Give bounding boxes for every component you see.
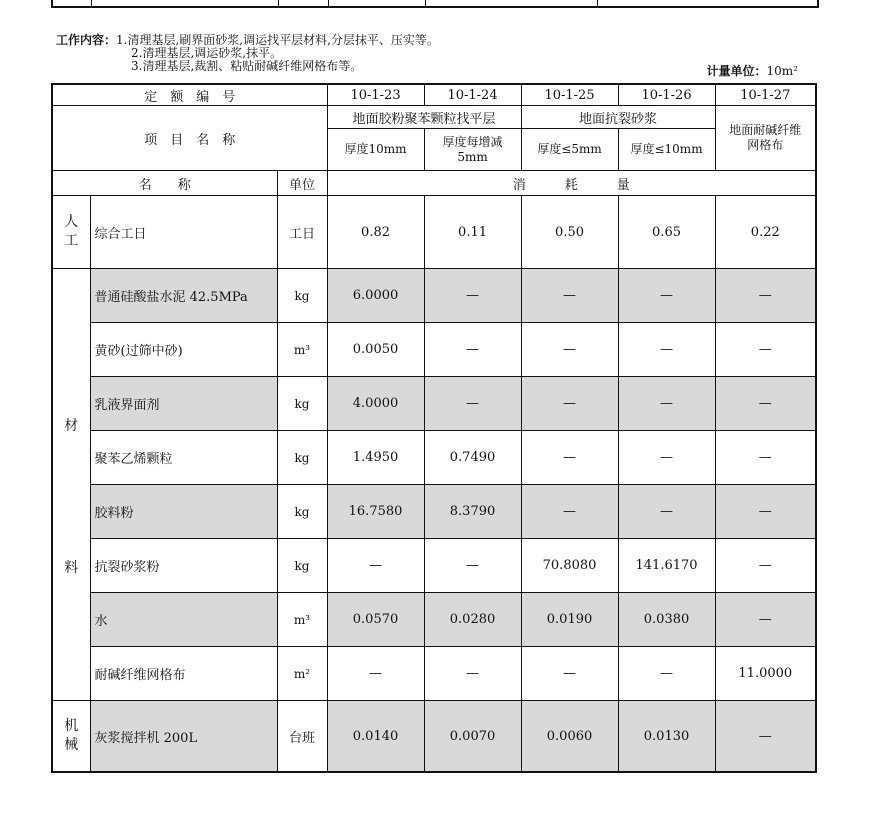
value-cell: — — [618, 647, 715, 701]
value-cell: 0.0570 — [327, 593, 424, 647]
unit-label: 计量单位： — [706, 64, 767, 78]
value-cell: 0.0130 — [618, 701, 715, 773]
value-cell: 11.0000 — [715, 647, 816, 701]
value-cell: 0.0140 — [327, 701, 424, 773]
work-item-1: 1.清理基层,刷界面砂浆,调运找平层材料,分层抹平、压实等。 — [116, 33, 439, 47]
measurement-unit — [707, 62, 798, 79]
materials-section — [52, 269, 816, 701]
material-row — [52, 539, 816, 593]
value-cell: — — [715, 539, 816, 593]
value-cell: — — [327, 539, 424, 593]
value-cell: — — [521, 485, 618, 539]
code-cell: 10-1-23 — [327, 84, 424, 106]
item-name: 乳液界面剂 — [90, 377, 277, 431]
subhead: 厚度≤5mm — [521, 129, 618, 171]
value-cell: — — [327, 647, 424, 701]
item-unit: kg — [277, 485, 327, 539]
work-item-2: 2.清理基层,调运砂浆,抹平。 — [131, 46, 283, 60]
value-cell: — — [715, 377, 816, 431]
material-row — [52, 647, 816, 701]
value-cell: 0.0380 — [618, 593, 715, 647]
item-unit: kg — [277, 269, 327, 323]
subhead: 厚度≤10mm — [618, 129, 715, 171]
item-unit: kg — [277, 377, 327, 431]
value-cell: — — [715, 593, 816, 647]
subhead: 厚度10mm — [327, 129, 424, 171]
project-name-label: 项 目 名 称 — [52, 106, 327, 171]
previous-table-fragment — [51, 0, 819, 8]
unit-value: 10m² — [766, 64, 798, 78]
item-unit: 台班 — [277, 701, 327, 773]
work-content-label: 工作内容： — [56, 33, 117, 47]
item-unit: m² — [277, 647, 327, 701]
value-cell: 0.7490 — [424, 431, 521, 485]
item-name: 聚苯乙烯颗粒 — [90, 431, 277, 485]
value-cell: 70.8080 — [521, 539, 618, 593]
value-cell: — — [618, 485, 715, 539]
group-header: 地面抗裂砂浆 — [521, 106, 715, 129]
value-cell: — — [715, 485, 816, 539]
value-cell: — — [521, 269, 618, 323]
work-item-3: 3.清理基层,裁割、粘贴耐碱纤维网格布等。 — [131, 59, 363, 73]
material-row — [52, 269, 816, 323]
category-material-label-bottom: 料 — [64, 560, 79, 576]
value-cell: 141.6170 — [618, 539, 715, 593]
item-unit: 工日 — [277, 196, 327, 269]
item-name: 抗裂砂浆粉 — [90, 539, 277, 593]
value-cell: 6.0000 — [327, 269, 424, 323]
value-cell: 0.50 — [521, 196, 618, 269]
material-row — [52, 323, 816, 377]
labor-row — [52, 196, 816, 269]
value-cell: 4.0000 — [327, 377, 424, 431]
item-name: 黄砂(过筛中砂) — [90, 323, 277, 377]
value-cell: 0.22 — [715, 196, 816, 269]
code-cell: 10-1-24 — [424, 84, 521, 106]
value-cell: 16.7580 — [327, 485, 424, 539]
category-material-label-top: 材 — [64, 418, 79, 434]
material-row — [52, 431, 816, 485]
category-labor — [52, 196, 90, 269]
item-unit: m³ — [277, 323, 327, 377]
machine-row — [52, 701, 816, 773]
value-cell: 0.0070 — [424, 701, 521, 773]
unit-header: 单位 — [277, 171, 327, 196]
material-row — [52, 593, 816, 647]
code-cell: 10-1-26 — [618, 84, 715, 106]
code-cell: 10-1-27 — [715, 84, 816, 106]
value-cell: 0.0190 — [521, 593, 618, 647]
value-cell: — — [521, 647, 618, 701]
value-cell: — — [424, 269, 521, 323]
item-unit: kg — [277, 431, 327, 485]
name-header-row — [52, 171, 816, 196]
value-cell: — — [715, 323, 816, 377]
value-cell: 8.3790 — [424, 485, 521, 539]
category-material — [52, 269, 90, 701]
item-name: 耐碱纤维网格布 — [90, 647, 277, 701]
group-header: 地面胶粉聚苯颗粒找平层 — [327, 106, 521, 129]
group-header-row — [52, 106, 816, 129]
value-cell: 0.0060 — [521, 701, 618, 773]
value-cell: — — [521, 377, 618, 431]
value-cell: — — [521, 323, 618, 377]
quota-no-label: 定 额 编 号 — [52, 84, 327, 106]
material-row — [52, 485, 816, 539]
item-unit: m³ — [277, 593, 327, 647]
value-cell: 0.65 — [618, 196, 715, 269]
item-name: 普通硅酸盐水泥 42.5MPa — [90, 269, 277, 323]
value-cell: — — [715, 701, 816, 773]
value-cell: 1.4950 — [327, 431, 424, 485]
value-cell: — — [618, 323, 715, 377]
quota-code-row — [52, 84, 816, 106]
value-cell: 0.0280 — [424, 593, 521, 647]
item-name: 胶料粉 — [90, 485, 277, 539]
value-cell: 0.82 — [327, 196, 424, 269]
value-cell: — — [618, 269, 715, 323]
subhead: 厚度每增减5mm — [424, 129, 521, 171]
category-labor-label: 人工 — [64, 214, 79, 249]
value-cell: — — [424, 539, 521, 593]
category-machine — [52, 701, 90, 773]
value-cell: 0.11 — [424, 196, 521, 269]
value-cell: — — [424, 323, 521, 377]
name-label: 名 称 — [52, 171, 277, 196]
value-cell: — — [715, 431, 816, 485]
value-cell: 0.0050 — [327, 323, 424, 377]
quota-table — [51, 83, 817, 773]
value-cell: — — [618, 431, 715, 485]
material-row — [52, 377, 816, 431]
value-cell: — — [618, 377, 715, 431]
category-machine-label: 机械 — [64, 718, 79, 753]
consumption-label: 消 耗 量 — [327, 171, 816, 196]
code-cell: 10-1-25 — [521, 84, 618, 106]
value-cell: — — [521, 431, 618, 485]
item-name: 水 — [90, 593, 277, 647]
value-cell: — — [424, 647, 521, 701]
item-name: 综合工日 — [90, 196, 277, 269]
item-name: 灰浆搅拌机 200L — [90, 701, 277, 773]
item-unit: kg — [277, 539, 327, 593]
value-cell: — — [424, 377, 521, 431]
group-header: 地面耐碱纤维网格布 — [715, 106, 816, 171]
value-cell: — — [715, 269, 816, 323]
